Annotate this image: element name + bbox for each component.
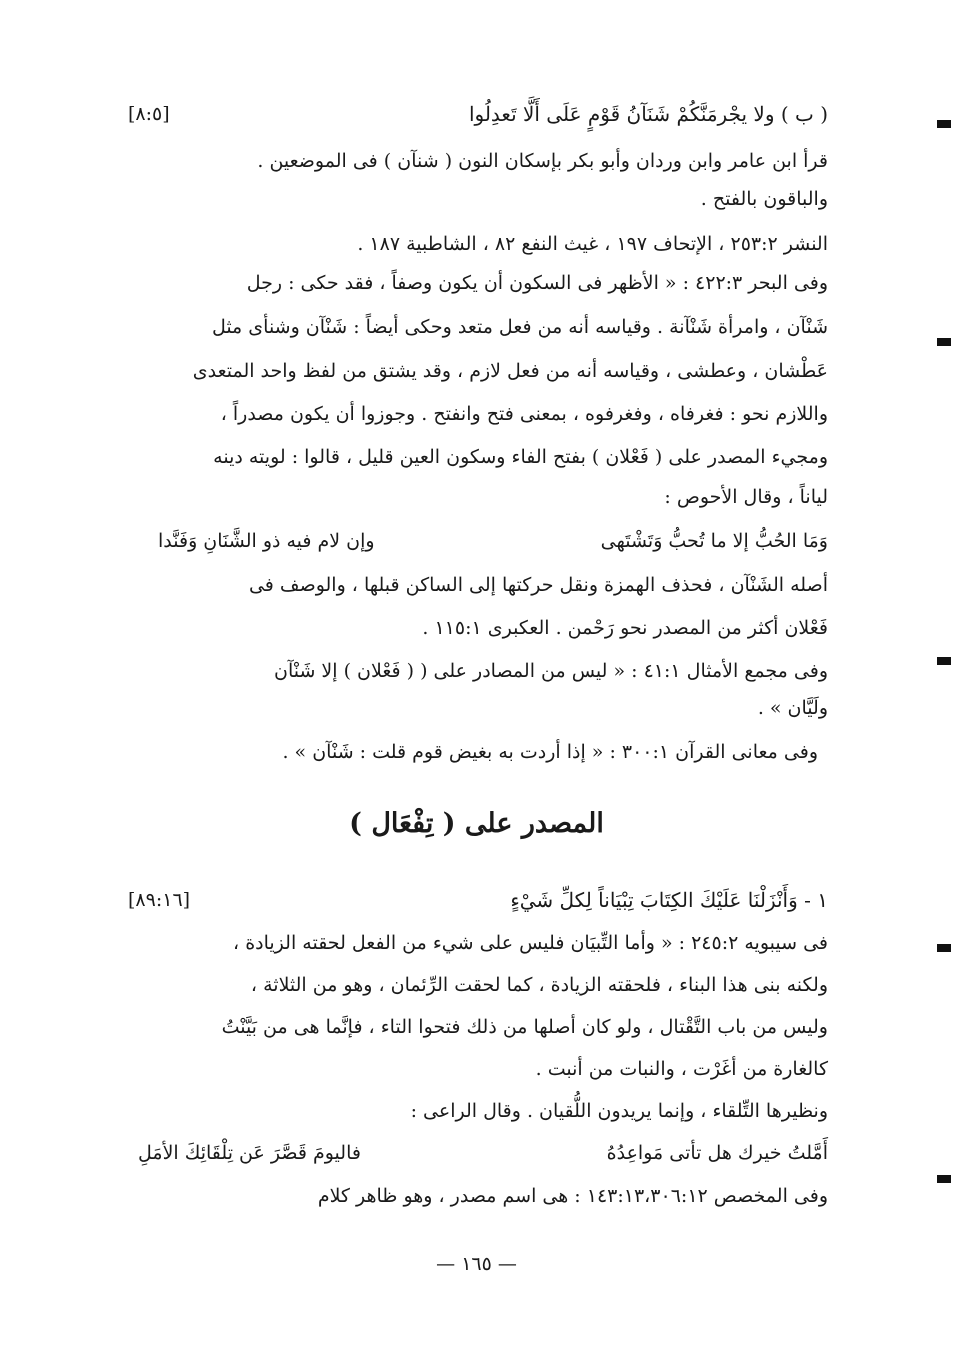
poetry-verse	[128, 525, 828, 557]
verse-hemistich-second: وإن لام فيه ذو الشَّنَانِ وَفَنَّدا	[158, 530, 375, 552]
text-line: وفى مجمع الأمثال ٤١:١ : « ليس من المصادر على ( ( فَعْلان ) إلا شَنْآن	[274, 660, 828, 682]
verse-hemistich-first: أَمَّلتُ خيرك هل تأتى مَواعِدُهُ	[606, 1142, 828, 1164]
text-line: كالغارة من أغَرْت ، والنبات من أنبت .	[535, 1058, 828, 1080]
text-line: واللازم نحو : فغرفاه ، وفغرفوه ، بمعنى فتح وانفتح . وجوزوا أن يكون مصدراً ،	[220, 403, 828, 425]
poetry-verse	[128, 1137, 828, 1169]
text-line: قرأ ابن عامر وابن وردان وأبو بكر بإسكان النون ( شنآن ) فى الموضعين .	[257, 150, 828, 172]
text-line: فَعْلان أكثر من المصدر نحو رَحْمن . العكبرى ١١٥:١ .	[422, 617, 828, 639]
section-heading: المصدر على ( تِفْعَال )	[349, 808, 604, 839]
text-line: ولَيَّان » .	[757, 697, 828, 719]
text-line: لياناً ، وقال الأحوص :	[664, 486, 828, 508]
scan-margin-mark	[937, 338, 951, 346]
scan-margin-mark	[937, 1175, 951, 1183]
text-line: فى سيبويه ٢٤٥:٢ : « وأما التِّبيَان فليس على شيء من الفعل لحقته الزيادة ،	[233, 932, 828, 954]
quran-reference: [٨٩:١٦]	[128, 889, 191, 911]
text-line: وفى البحر ٤٢٢:٣ : « الأظهر فى السكون أن يكون وصفاً ، فقد حكى : رجل	[246, 272, 828, 294]
scan-margin-mark	[937, 944, 951, 952]
quran-verse-line: ( ب ) ولا يجْرمَنَّكُمْ شَنَآنُ قَوْمٍ عَلَى أَلَّا تَعدِلُوا	[468, 102, 828, 126]
quran-reference: [٨:٥]	[128, 103, 170, 125]
text-line: والباقون بالفتح .	[700, 188, 828, 210]
text-line: ونظيرها التِّلقاء ، وإنما يريدون اللُّقيان . وقال الراعى :	[410, 1100, 828, 1122]
scan-margin-mark	[937, 657, 951, 665]
verse-hemistich-second: فاليومَ قَصَّرَ عَن تِلْقَائِكَ الأمَلِ	[138, 1142, 361, 1164]
text-line: وليس من باب التَّقْتال ، ولو كان أصلها من ذلك فتحوا التاء ، فإنَّما هى من بَيَّنْتُ	[221, 1016, 828, 1038]
text-line: شَنْآن ، وامرأة شَنْآنة . وقياسه أنه من فعل متعد وحكى أيضاً : شَنْآن وشنأى مثل	[211, 316, 828, 338]
text-line: وفى المخصص ١٤٣:١٣،٣٠٦:١٢ : هى اسم مصدر ، وهو ظاهر كلام	[317, 1185, 828, 1207]
text-line: النشر ٢٥٣:٢ ، الإتحاف ١٩٧ ، غيث النفع ٨٢ ، الشاطبية ١٨٧ .	[357, 233, 828, 255]
page-number: — ١٦٥ —	[436, 1253, 517, 1275]
text-line: عَطْشان ، وعطشى ، وقياسه أنه من فعل لازم ، وقد يشتق من لفظ واحد المتعدى	[192, 360, 828, 382]
verse-hemistich-first: وَمَا الحُبُّ إلا ما تُحبُّ وَتَشْتَهى	[600, 530, 828, 552]
quran-verse-line: ١ - وَأَنْزَلْنَا عَلَيْكَ الكِتَابَ تِبْيَاناً لِكلِّ شَيْءٍ	[510, 888, 828, 912]
text-line: وفى معانى القرآن ٣٠٠:١ : « إذا أردت به بغيض قوم قلت : شَنْآن » .	[282, 741, 818, 763]
text-line: ومجيء المصدر على ( فَعْلان ) بفتح الفاء وسكون العين قليل ، قالوا : لويته دينه	[213, 446, 828, 468]
text-line: أصله الشَنْآن ، فحذف الهمزة ونقل حركتها إلى الساكن قبلها ، والوصف فى	[248, 574, 828, 596]
text-line: ولكنه بنى هذا البناء ، فلحقته الزيادة ، كما لحقت الرِّئمان ، وهو من الثلاثة ،	[250, 974, 828, 996]
scan-margin-mark	[937, 120, 951, 128]
